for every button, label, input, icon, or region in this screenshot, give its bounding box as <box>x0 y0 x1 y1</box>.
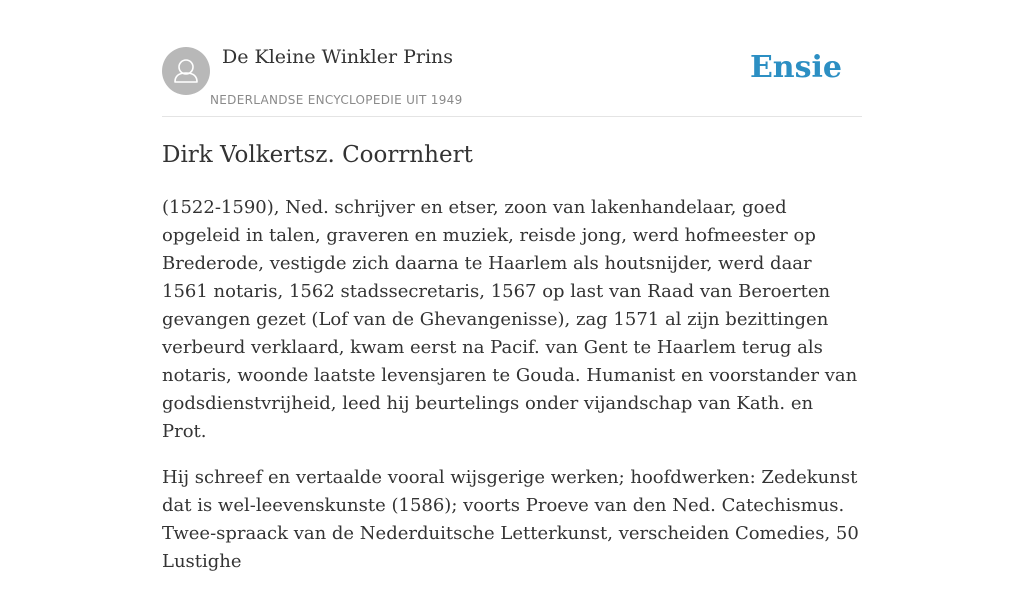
user-icon <box>162 47 210 95</box>
article-paragraph: Hij schreef en vertaalde vooral wijsgerige werken; hoofdwerken: Zedekunst dat is wel-leevenskunste (1586); voorts Proeve van den Ned. Catechismus. Twee-spraack van de Nederduitsche Letterkunst, verscheiden Comedies, 50 Lustighe <box>162 467 859 572</box>
source-subtitle: NEDERLANDSE ENCYCLOPEDIE UIT 1949 <box>210 93 463 107</box>
site-logo[interactable]: Ensie <box>749 50 842 85</box>
article <box>162 138 862 594</box>
article-title: Dirk Volkertsz. Coorrnhert <box>162 142 473 168</box>
article-paragraph: (1522-1590), Ned. schrijver en etser, zoon van lakenhandelaar, goed opgeleid in talen, graveren en muziek, reisde jong, werd hofmeester op Brederode, vestigde zich daarna te Haarlem als houtsnijder, werd daar 1561 notaris, 1562 stadssecretaris, 1567 op last van Raad van Beroerten gevangen gezet (Lof van de Ghevangenisse), zag 1571 al zijn bezittingen verbeurd verklaard, kwam eerst na Pacif. van Gent te Haarlem terug als notaris, woonde laatste levensjaren te Gouda. Humanist en voorstander van godsdienstvrijheid, leed hij beurtelings onder vijandschap van Kath. en Prot. <box>162 197 858 442</box>
source-title[interactable]: De Kleine Winkler Prins <box>222 46 454 68</box>
avatar[interactable] <box>162 47 210 95</box>
header <box>162 0 862 117</box>
